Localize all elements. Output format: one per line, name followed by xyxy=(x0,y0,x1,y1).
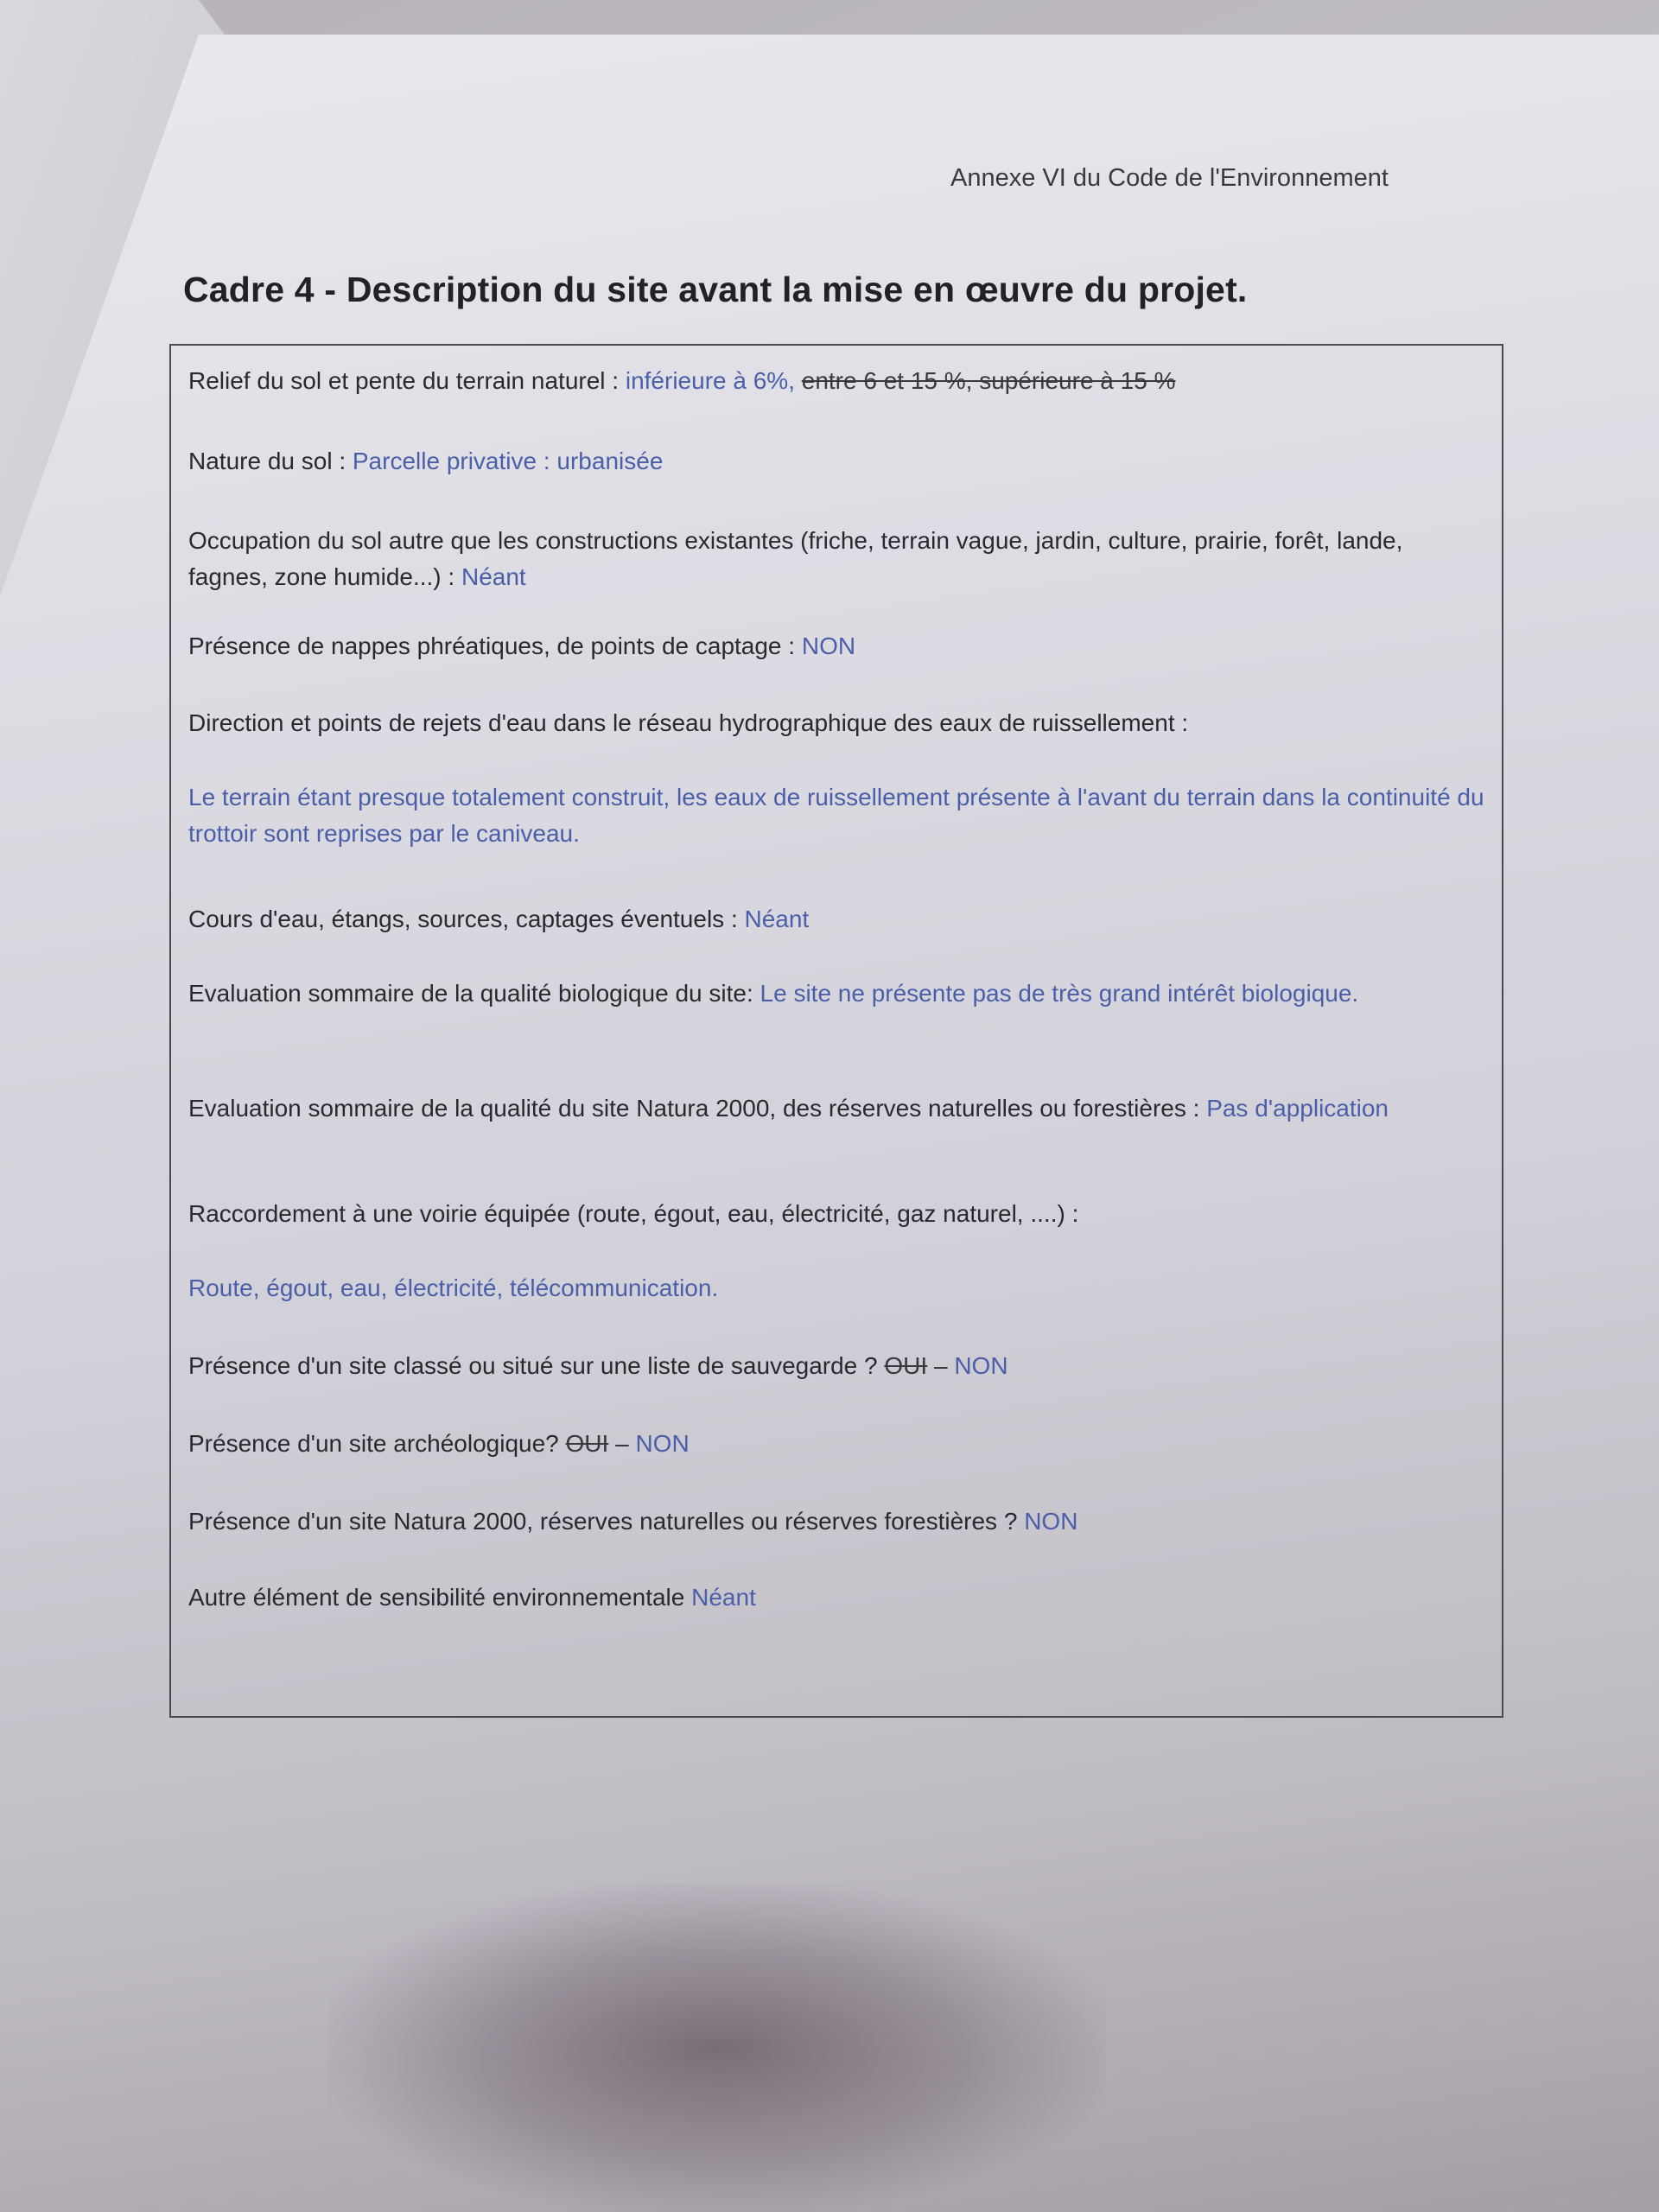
field-cours-eau xyxy=(188,901,1484,938)
field-label: Autre élément de sensibilité environnementale xyxy=(188,1584,692,1611)
field-occupation xyxy=(188,523,1484,595)
field-answer: Pas d'application xyxy=(1206,1095,1389,1122)
hand-shadow xyxy=(328,1884,1106,2212)
field-label: Cours d'eau, étangs, sources, captages éventuels : xyxy=(188,906,745,932)
field-label: Présence d'un site classé ou situé sur une liste de sauvegarde ? xyxy=(188,1352,885,1379)
field-answer: Néant xyxy=(461,563,526,590)
section-title: Cadre 4 - Description du site avant la mise en œuvre du projet. xyxy=(183,270,1248,309)
field-nappes xyxy=(188,628,1484,664)
field-answer: NON xyxy=(1024,1508,1078,1535)
struck-option: OUI xyxy=(884,1352,928,1379)
field-label: Evaluation sommaire de la qualité du site Natura 2000, des réserves naturelles ou forestières : xyxy=(188,1095,1207,1122)
separator: – xyxy=(927,1352,955,1379)
field-answer: NON xyxy=(801,632,856,659)
field-answer: NON xyxy=(635,1430,690,1457)
field-archeo xyxy=(188,1426,1484,1462)
field-raccordement-answer: Route, égout, eau, électricité, télécommunication. xyxy=(188,1274,719,1301)
field-natura-presence xyxy=(188,1503,1484,1540)
struck-option: entre 6 et 15 %, supérieure à 15 % xyxy=(801,367,1176,394)
field-direction-rejets-answer: Le terrain étant presque totalement construit, les eaux de ruissellement présente à l'avant du terrain dans la continuité du trottoir sont reprises par le caniveau. xyxy=(188,784,1484,847)
field-label: Présence de nappes phréatiques, de points de captage : xyxy=(188,632,802,659)
field-label: Relief du sol et pente du terrain naturel : xyxy=(188,367,626,394)
field-answer: Parcelle privative : urbanisée xyxy=(352,448,664,474)
form-frame xyxy=(169,344,1503,1718)
field-site-classe xyxy=(188,1348,1484,1384)
field-answer: Néant xyxy=(691,1584,756,1611)
field-direction-rejets xyxy=(188,705,1484,741)
field-raccordement xyxy=(188,1196,1484,1232)
field-autre xyxy=(188,1580,1484,1616)
field-label: Présence d'un site archéologique? xyxy=(188,1430,566,1457)
field-answer: Le site ne présente pas de très grand intérêt biologique. xyxy=(760,980,1359,1007)
field-answer: Néant xyxy=(744,906,810,932)
field-label: Occupation du sol autre que les constructions existantes (friche, terrain vague, jardin, culture, prairie, forêt, lande, fagnes, zone humide...) : xyxy=(188,527,1403,590)
field-relief xyxy=(188,363,1484,399)
field-answer: NON xyxy=(954,1352,1008,1379)
field-label: Nature du sol : xyxy=(188,448,353,474)
field-label: Présence d'un site Natura 2000, réserves naturelles ou réserves forestières ? xyxy=(188,1508,1025,1535)
page-header: Annexe VI du Code de l'Environnement xyxy=(950,164,1389,192)
field-label: Raccordement à une voirie équipée (route, égout, eau, électricité, gaz naturel, ....) : xyxy=(188,1200,1079,1227)
field-qualite-bio xyxy=(188,976,1484,1012)
field-label: Direction et points de rejets d'eau dans le réseau hydrographique des eaux de ruissellement : xyxy=(188,709,1189,736)
field-label: Evaluation sommaire de la qualité biologique du site: xyxy=(188,980,760,1007)
field-answer: inférieure à 6%, xyxy=(625,367,802,394)
separator: – xyxy=(608,1430,636,1457)
field-nature-sol xyxy=(188,443,1484,480)
field-natura xyxy=(188,1090,1484,1127)
struck-option: OUI xyxy=(565,1430,609,1457)
